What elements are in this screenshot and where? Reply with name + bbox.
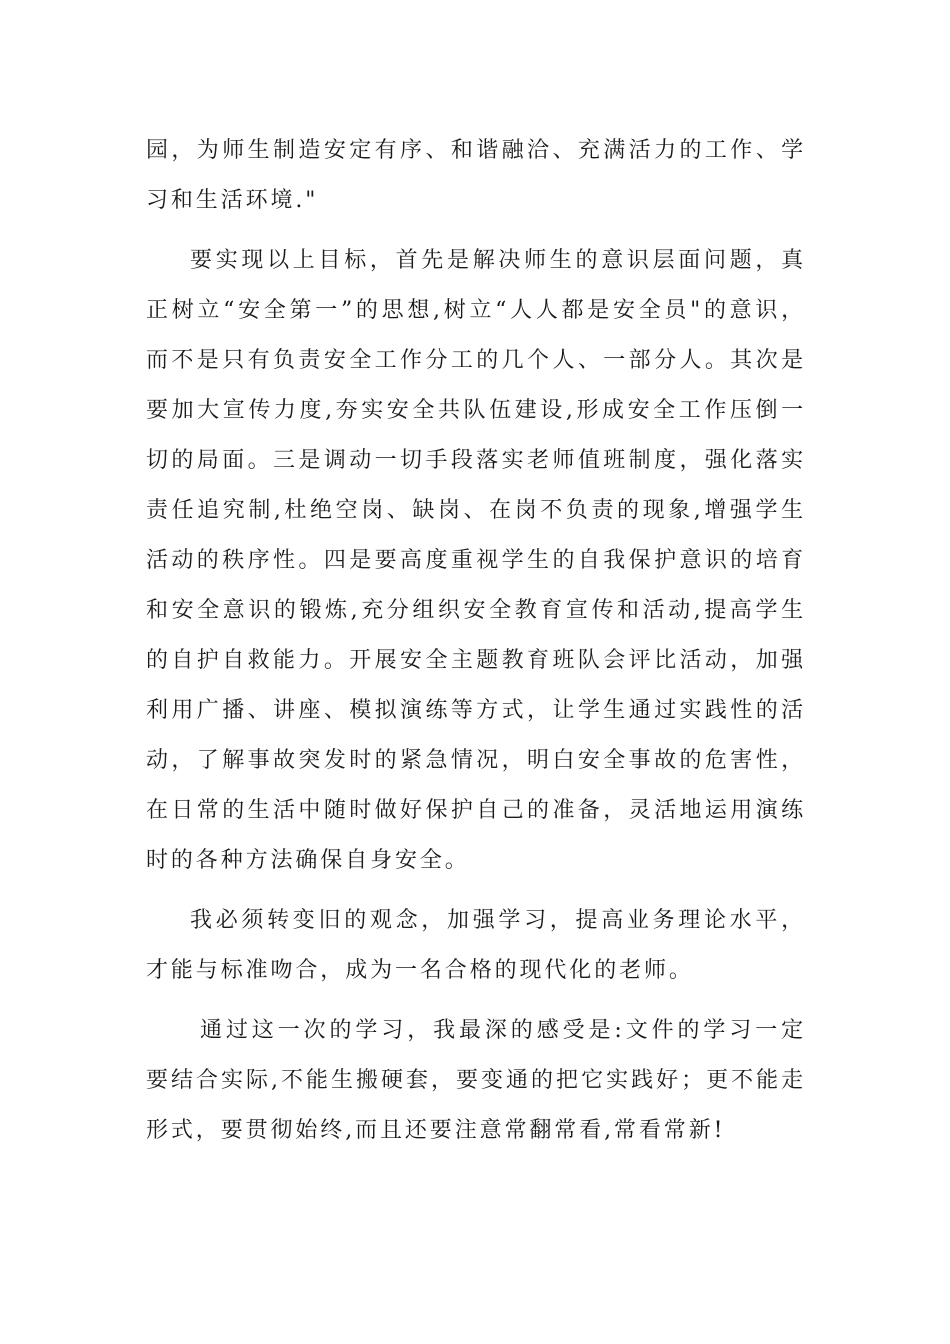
paragraph-change-concepts: 我必须转变旧的观念，加强学习，提高业务理论水平，才能与标准吻合，成为一名合格的现代化的老师。	[146, 908, 806, 983]
document-body	[146, 126, 806, 1156]
paragraph-study-reflection: 通过这一次的学习，我最深的感受是:文件的学习一定要结合实际,不能生搬硬套，要变通的把它实践好；更不能走形式，要贯彻始终,而且还要注意常翻常看,常看常新!	[146, 1018, 806, 1143]
paragraph-safety-goals: 要实现以上目标，首先是解决师生的意识层面问题，真正树立“安全第一”的思想,树立“人人都是安全员"的意识，而不是只有负责安全工作分工的几个人、一部分人。其次是要加大宣传力度,夯实安全共队伍建设,形成安全工作压倒一切的局面。三是调动一切手段落实老师值班制度，强化落实责任追究制,杜绝空岗、缺岗、在岗不负责的现象,增强学生活动的秩序性。四是要高度重视学生的自我保护意识的培育和安全意识的锻炼,充分组织安全教育宣传和活动,提高学生的自护自救能力。开展安全主题教育班队会评比活动，加强利用广播、讲座、模拟演练等方式，让学生通过实践性的活动，了解事故突发时的紧急情况，明白安全事故的危害性，在日常的生活中随时做好保护自己的准备，灵活地运用演练时的各种方法确保自身安全。	[146, 248, 806, 873]
paragraph-continuation: 园，为师生制造安定有序、和谐融洽、充满活力的工作、学习和生活环境."	[146, 138, 806, 213]
